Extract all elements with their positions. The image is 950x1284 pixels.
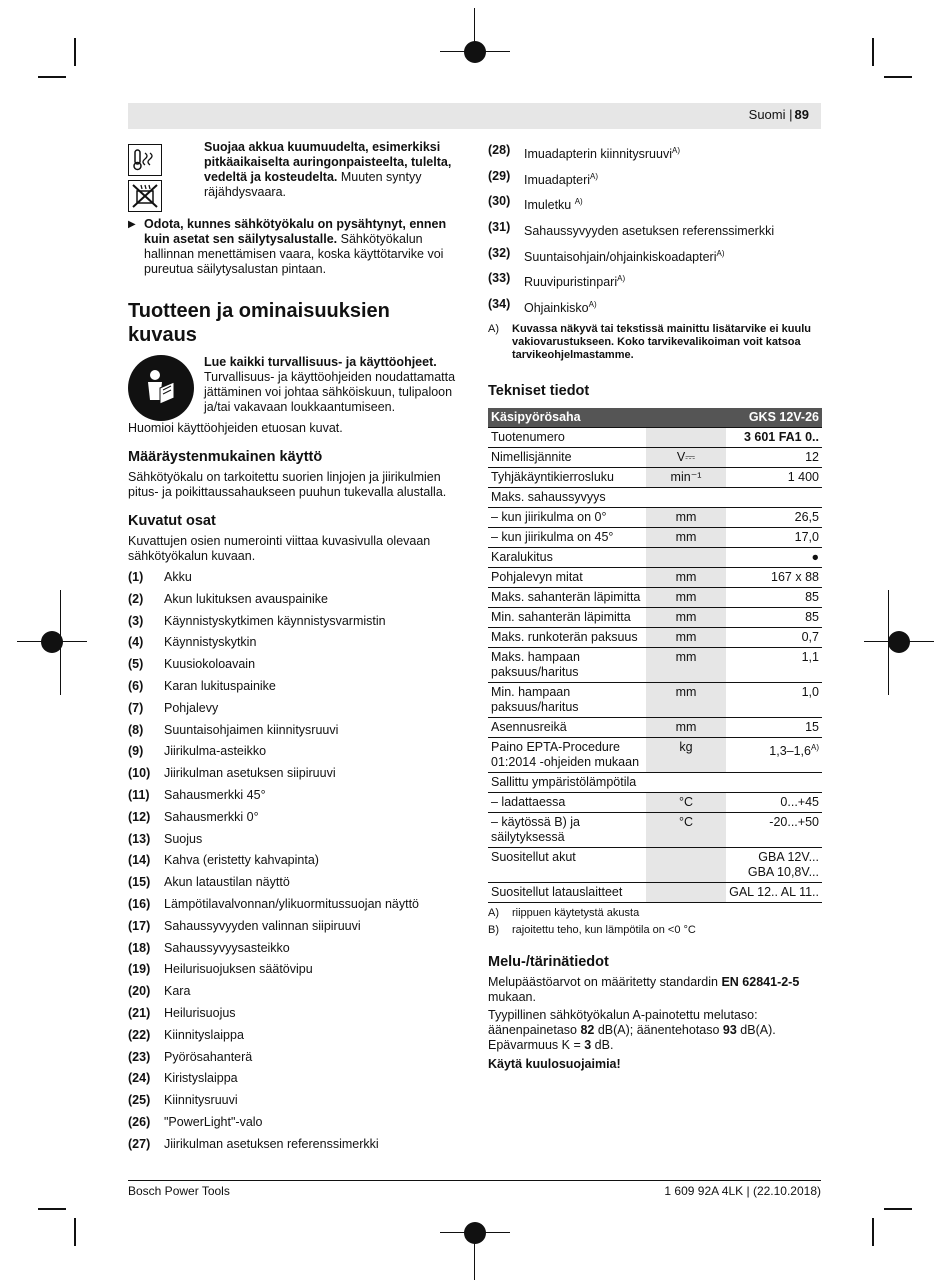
table-row bbox=[488, 812, 822, 847]
part-number: (3) bbox=[128, 613, 144, 628]
crop-mark bbox=[872, 38, 874, 66]
noise-levels-c: dB(A); äänentehotaso bbox=[594, 1022, 723, 1037]
spec-value-text: 167 x 88 bbox=[771, 569, 819, 584]
list-item bbox=[128, 984, 460, 999]
part-label: Suuntaisohjaimen kiinnitysruuvi bbox=[164, 722, 339, 737]
noise-standard-c: mukaan. bbox=[488, 989, 536, 1004]
part-number: (11) bbox=[128, 787, 150, 802]
spec-unit bbox=[646, 847, 726, 882]
table-row bbox=[488, 627, 822, 647]
spec-value-text: -20...+50 bbox=[769, 814, 819, 829]
table-footnotes bbox=[488, 907, 822, 937]
table-footnote bbox=[488, 907, 822, 920]
part-number: (15) bbox=[128, 875, 151, 890]
list-item bbox=[128, 570, 460, 585]
part-label: Akun lukituksen avauspainike bbox=[164, 591, 328, 606]
read-instructions-rest: Turvallisuus- ja käyttöohjeiden noudattamatta jättäminen voi johtaa sähköiskuun, tulipaloon ja/tai vakavaan loukkaantumiseen. bbox=[204, 370, 456, 414]
spec-label: Suositellut akut bbox=[488, 847, 646, 882]
spec-value bbox=[726, 647, 822, 682]
part-label-text: Ohjainkisko bbox=[524, 301, 589, 316]
spec-unit: min⁻¹ bbox=[646, 467, 726, 487]
spec-unit bbox=[646, 882, 726, 902]
parts-list bbox=[128, 570, 460, 1152]
spec-unit bbox=[646, 487, 726, 507]
part-label: Akku bbox=[164, 570, 192, 584]
spec-unit bbox=[646, 427, 726, 447]
table-footnote-key: A) bbox=[488, 906, 499, 919]
part-number: (4) bbox=[128, 635, 144, 650]
hearing-protection-warning bbox=[488, 1057, 822, 1072]
part-number: (19) bbox=[128, 962, 151, 977]
tech-head-unit bbox=[646, 408, 726, 428]
spec-value bbox=[726, 847, 822, 882]
battery-warning bbox=[128, 140, 460, 214]
spec-value bbox=[726, 527, 822, 547]
spec-value-text: GBA 12V... GBA 10,8V... bbox=[747, 849, 819, 879]
list-item bbox=[128, 635, 460, 650]
table-row bbox=[488, 547, 822, 567]
noise-levels-f: 3 bbox=[584, 1037, 592, 1052]
list-item bbox=[128, 962, 460, 977]
part-label: Jiirikulman asetuksen referenssimerkki bbox=[164, 1136, 379, 1151]
table-row bbox=[488, 792, 822, 812]
part-label-text: Sahaussyvyyden asetuksen referenssimerkki bbox=[524, 224, 775, 239]
spec-label: Nimellisjännite bbox=[488, 447, 646, 467]
list-item bbox=[128, 1071, 460, 1086]
spec-value bbox=[726, 487, 822, 507]
part-footnote-ref: A) bbox=[590, 171, 599, 181]
list-item bbox=[488, 271, 822, 290]
tech-data-table bbox=[488, 408, 822, 903]
spec-label: Min. sahanterän läpimitta bbox=[488, 607, 646, 627]
footnote-key: A) bbox=[488, 322, 499, 335]
list-item bbox=[488, 169, 822, 188]
spec-value bbox=[726, 717, 822, 737]
left-column bbox=[128, 140, 460, 1159]
spec-unit: °C bbox=[646, 812, 726, 847]
part-number: (13) bbox=[128, 831, 151, 846]
spec-label: – käytössä B) ja säilytyksessä bbox=[488, 812, 646, 847]
part-label: Heilurisuojus bbox=[164, 1005, 236, 1020]
part-number: (28) bbox=[488, 143, 511, 157]
part-number: (33) bbox=[488, 271, 511, 286]
spec-value-text: 85 bbox=[805, 609, 819, 624]
part-footnote-ref: A) bbox=[617, 274, 626, 284]
table-row bbox=[488, 717, 822, 737]
list-item bbox=[128, 1028, 460, 1043]
spec-unit: mm bbox=[646, 627, 726, 647]
part-number: (20) bbox=[128, 984, 151, 999]
spec-unit: mm bbox=[646, 647, 726, 682]
spec-unit: °C bbox=[646, 792, 726, 812]
list-item bbox=[128, 1115, 460, 1130]
part-number: (18) bbox=[128, 940, 151, 955]
part-number: (25) bbox=[128, 1093, 151, 1108]
part-label-text: Ruuvipuristinpari bbox=[524, 275, 618, 290]
spec-unit: mm bbox=[646, 682, 726, 717]
table-row bbox=[488, 507, 822, 527]
part-number: (17) bbox=[128, 918, 151, 933]
storage-warning-bold: Odota, kunnes sähkötyökalu on pysähtynyt, ennen kuin asetat sen säilytysalustalle. bbox=[144, 217, 447, 246]
list-item bbox=[128, 1050, 460, 1065]
table-row bbox=[488, 487, 822, 507]
crop-mark bbox=[474, 1240, 475, 1280]
spec-value-text: GAL 12.. AL 11.. bbox=[729, 884, 819, 899]
part-number: (12) bbox=[128, 809, 151, 824]
crop-mark bbox=[74, 1218, 76, 1246]
part-label: Suojus bbox=[164, 831, 203, 846]
part-label bbox=[524, 271, 625, 290]
table-footnote bbox=[488, 924, 822, 937]
list-item bbox=[128, 853, 460, 868]
no-water-icon bbox=[128, 180, 162, 212]
spec-unit: mm bbox=[646, 567, 726, 587]
part-number: (23) bbox=[128, 1049, 151, 1064]
crop-mark bbox=[74, 38, 76, 66]
noise-standard-b: EN 62841-2-5 bbox=[721, 974, 800, 989]
part-label: Sahaussyvyysasteikko bbox=[164, 940, 290, 955]
noise-levels-b: 82 bbox=[580, 1022, 595, 1037]
read-instructions-bold: Lue kaikki turvallisuus- ja käyttöohjeet. bbox=[204, 355, 437, 369]
part-number: (1) bbox=[128, 570, 144, 584]
tech-data-title: Tekniset tiedot bbox=[488, 382, 590, 399]
part-label: Jiirikulman asetuksen siipiruuvi bbox=[164, 766, 336, 781]
spec-label: Min. hampaan paksuus/haritus bbox=[488, 682, 646, 717]
header-language: Suomi bbox=[748, 107, 786, 122]
part-label bbox=[524, 194, 583, 213]
spec-label: Karalukitus bbox=[488, 547, 646, 567]
list-item bbox=[128, 1093, 460, 1108]
footer-doc-number: 1 609 92A 4LK | (22.10.2018) bbox=[664, 1184, 821, 1198]
registration-mark bbox=[464, 1222, 486, 1244]
tech-table-head bbox=[488, 408, 822, 428]
noise-levels-e: dB(A). Epävarmuus K = bbox=[488, 1022, 776, 1052]
part-label: "PowerLight"-valo bbox=[164, 1114, 263, 1129]
crop-mark bbox=[872, 1218, 874, 1246]
storage-warning-text bbox=[144, 217, 460, 277]
part-footnote-ref: A) bbox=[672, 146, 680, 155]
footnote-text: Kuvassa näkyvä tai tekstissä mainittu lisätarvike ei kuulu vakiovarustukseen. Koko tarvikevalikoiman voit katsoa tarvikeohjelmastamme. bbox=[512, 322, 811, 361]
header-separator: | bbox=[789, 107, 793, 122]
noise-levels bbox=[488, 1008, 822, 1053]
table-row bbox=[488, 467, 822, 487]
spec-value bbox=[726, 547, 822, 567]
spec-value-text: 17,0 bbox=[794, 529, 819, 544]
part-label: Kiinnitysruuvi bbox=[164, 1093, 238, 1108]
part-number: (27) bbox=[128, 1136, 151, 1151]
part-number: (6) bbox=[128, 678, 144, 693]
part-number: (16) bbox=[128, 896, 151, 911]
table-footnote-text: riippuen käytetystä akusta bbox=[512, 906, 640, 919]
part-number: (32) bbox=[488, 245, 511, 260]
accessory-footnote bbox=[488, 323, 822, 362]
part-label bbox=[524, 297, 597, 316]
list-item bbox=[128, 897, 460, 912]
part-label bbox=[524, 220, 774, 239]
part-label-text: Imuadapteri bbox=[524, 172, 591, 187]
list-item bbox=[128, 832, 460, 847]
spec-value-text: 1,1 bbox=[801, 649, 819, 664]
spec-value-text: 85 bbox=[805, 589, 819, 604]
spec-value bbox=[726, 772, 822, 792]
spec-value-text: 0...+45 bbox=[780, 794, 819, 809]
spec-unit: mm bbox=[646, 527, 726, 547]
part-label: Kuusiokoloavain bbox=[164, 657, 256, 672]
spec-label: Suositellut latauslaitteet bbox=[488, 882, 646, 902]
table-row bbox=[488, 882, 822, 902]
part-number: (9) bbox=[128, 744, 144, 759]
list-item bbox=[128, 723, 460, 738]
part-label: Sahausmerkki 45° bbox=[164, 787, 266, 802]
part-label: Heilurisuojuksen säätövipu bbox=[164, 962, 313, 977]
part-label bbox=[524, 246, 725, 265]
part-label: Käynnistyskytkimen käynnistysvarmistin bbox=[164, 613, 386, 628]
registration-mark bbox=[464, 41, 486, 63]
list-item bbox=[128, 592, 460, 607]
intended-use-text: Sähkötyökalu on tarkoitettu suorien linjojen ja jiirikulmien pitus- ja poikittaussahaukseen puuhun tukevalla alustalla. bbox=[128, 470, 447, 499]
part-number: (5) bbox=[128, 657, 144, 672]
spec-value-text: 1 400 bbox=[787, 469, 819, 484]
table-row bbox=[488, 682, 822, 717]
part-label: Kiinnityslaippa bbox=[164, 1027, 244, 1042]
part-footnote-ref: A) bbox=[716, 248, 725, 258]
noise-title: Melu-/tärinätiedot bbox=[488, 953, 609, 970]
part-number: (21) bbox=[128, 1005, 151, 1020]
part-footnote-ref: A) bbox=[588, 299, 597, 309]
spec-value bbox=[726, 812, 822, 847]
noise-standard bbox=[488, 975, 822, 1005]
spec-label: Asennusreikä bbox=[488, 717, 646, 737]
crop-mark bbox=[60, 590, 61, 695]
table-row bbox=[488, 567, 822, 587]
spec-unit: mm bbox=[646, 507, 726, 527]
part-label: Kiristyslaippa bbox=[164, 1071, 238, 1086]
spec-label: – kun jiirikulma on 45° bbox=[488, 527, 646, 547]
front-pages-note: Huomioi käyttöohjeiden etuosan kuvat. bbox=[128, 421, 343, 435]
read-instructions-text bbox=[204, 355, 460, 415]
spec-unit bbox=[646, 547, 726, 567]
spec-label: Tuotenumero bbox=[488, 427, 646, 447]
spec-unit: V⎓ bbox=[646, 447, 726, 467]
battery-warning-rest: Muuten syntyy räjähdysvaara. bbox=[204, 170, 422, 199]
list-item bbox=[128, 1006, 460, 1021]
spec-value-text: 15 bbox=[805, 719, 819, 734]
storage-warning-rest: Sähkötyökalun hallinnan menettämisen vaara, koska käyttötarvike voi pureutua säilytysalustan pintaan. bbox=[144, 232, 444, 276]
spec-value bbox=[726, 737, 822, 772]
table-row bbox=[488, 607, 822, 627]
thermometer-sun-icon bbox=[128, 144, 162, 176]
list-item bbox=[128, 788, 460, 803]
hearing-protection-text: Käytä kuulosuojaimia! bbox=[488, 1056, 621, 1071]
noise-standard-a: Melupäästöarvot on määritetty standardin bbox=[488, 974, 722, 989]
page-number: 89 bbox=[794, 107, 809, 122]
parts-list-continued bbox=[488, 143, 822, 316]
part-label: Jiirikulma-asteikko bbox=[164, 744, 267, 759]
part-footnote-ref: A) bbox=[574, 197, 583, 207]
crop-mark bbox=[884, 1208, 912, 1210]
section-title: Tuotteen ja ominaisuuksien kuvaus bbox=[128, 300, 390, 346]
list-item bbox=[488, 194, 822, 213]
part-label: Lämpötilavalvonnan/ylikuormitussuojan näyttö bbox=[164, 896, 420, 911]
parts-title: Kuvatut osat bbox=[128, 513, 216, 529]
part-label: Käynnistyskytkin bbox=[164, 635, 257, 650]
spec-value bbox=[726, 567, 822, 587]
spec-unit: mm bbox=[646, 607, 726, 627]
spec-label: Tyhjäkäyntikierrosluku bbox=[488, 467, 646, 487]
spec-label: Maks. hampaan paksuus/haritus bbox=[488, 647, 646, 682]
read-manual-icon bbox=[128, 355, 194, 421]
crop-mark bbox=[884, 76, 912, 78]
spec-value bbox=[726, 427, 822, 447]
part-label: Sahausmerkki 0° bbox=[164, 809, 259, 824]
table-row bbox=[488, 587, 822, 607]
part-number: (30) bbox=[488, 194, 511, 209]
part-label bbox=[524, 169, 598, 188]
list-item bbox=[488, 246, 822, 265]
spec-label: Maks. runkoterän paksuus bbox=[488, 627, 646, 647]
part-number: (29) bbox=[488, 168, 511, 183]
noise-levels-a: Tyypillinen sähkötyökalun A-painotettu melutaso: äänenpainetaso bbox=[488, 1007, 758, 1037]
noise-levels-g: dB. bbox=[591, 1037, 614, 1052]
spec-value-text: 1,3–1,6 bbox=[769, 743, 811, 758]
list-item bbox=[128, 679, 460, 694]
crop-mark bbox=[38, 1208, 66, 1210]
spec-value bbox=[726, 447, 822, 467]
table-row bbox=[488, 447, 822, 467]
part-number: (34) bbox=[488, 296, 511, 311]
list-item bbox=[128, 614, 460, 629]
spec-unit: mm bbox=[646, 587, 726, 607]
part-label: Pohjalevy bbox=[164, 700, 219, 715]
storage-warning bbox=[128, 217, 460, 277]
part-number: (31) bbox=[488, 219, 511, 234]
footer-rule bbox=[128, 1180, 821, 1181]
part-number: (22) bbox=[128, 1027, 151, 1042]
list-item bbox=[128, 766, 460, 781]
crop-mark bbox=[38, 76, 66, 78]
spec-footnote-ref: A) bbox=[811, 742, 819, 752]
spec-label: Sallittu ympäristölämpötila bbox=[488, 772, 646, 792]
list-item bbox=[488, 220, 822, 239]
read-instructions bbox=[128, 355, 460, 421]
spec-label: Maks. sahaussyvyys bbox=[488, 487, 646, 507]
battery-warning-text bbox=[204, 140, 460, 200]
spec-value bbox=[726, 467, 822, 487]
spec-label: – kun jiirikulma on 0° bbox=[488, 507, 646, 527]
spec-value-text: ● bbox=[811, 549, 819, 564]
registration-mark bbox=[888, 631, 910, 653]
page-header-text bbox=[749, 107, 809, 122]
list-item bbox=[488, 297, 822, 316]
spec-label: Pohjalevyn mitat bbox=[488, 567, 646, 587]
table-footnote-key: B) bbox=[488, 923, 499, 936]
crop-mark bbox=[888, 590, 889, 695]
right-column bbox=[488, 143, 822, 1072]
spec-value-text: 3 601 FA1 0.. bbox=[743, 429, 819, 444]
table-row bbox=[488, 772, 822, 792]
spec-label: Paino EPTA-Procedure 01:2014 -ohjeiden mukaan bbox=[488, 737, 646, 772]
part-label-text: Imuletku bbox=[524, 198, 575, 213]
part-number: (8) bbox=[128, 722, 144, 737]
spec-unit: mm bbox=[646, 717, 726, 737]
spec-value bbox=[726, 792, 822, 812]
list-item bbox=[128, 941, 460, 956]
spec-value-text: 12 bbox=[805, 449, 819, 464]
part-label: Akun lataustilan näyttö bbox=[164, 875, 290, 890]
part-label: Pyörösahanterä bbox=[164, 1049, 253, 1064]
footer-brand: Bosch Power Tools bbox=[128, 1184, 230, 1198]
list-item bbox=[128, 657, 460, 672]
parts-intro: Kuvattujen osien numerointi viittaa kuvasivulla olevaan sähkötyökalun kuvaan. bbox=[128, 534, 431, 563]
part-label: Kara bbox=[164, 984, 191, 999]
part-number: (7) bbox=[128, 700, 144, 715]
spec-value bbox=[726, 507, 822, 527]
table-row bbox=[488, 647, 822, 682]
list-item bbox=[128, 875, 460, 890]
spec-label: – ladattaessa bbox=[488, 792, 646, 812]
part-label: Karan lukituspainike bbox=[164, 678, 276, 693]
table-row bbox=[488, 737, 822, 772]
spec-value bbox=[726, 627, 822, 647]
part-label-text: Suuntaisohjain/ohjainkiskoadapteri bbox=[524, 249, 717, 264]
list-item bbox=[488, 143, 822, 162]
spec-value bbox=[726, 607, 822, 627]
list-item bbox=[128, 810, 460, 825]
spec-value bbox=[726, 682, 822, 717]
spec-value-text: 26,5 bbox=[794, 509, 819, 524]
part-label bbox=[524, 143, 680, 162]
part-number: (14) bbox=[128, 853, 151, 868]
spec-unit bbox=[646, 772, 726, 792]
table-row bbox=[488, 847, 822, 882]
spec-value-text: 0,7 bbox=[801, 629, 819, 644]
table-footnote-text: rajoitettu teho, kun lämpötila on <0 °C bbox=[512, 923, 696, 936]
spec-value bbox=[726, 587, 822, 607]
spec-value-text: 1,0 bbox=[801, 684, 819, 699]
part-number: (24) bbox=[128, 1071, 151, 1086]
spec-value bbox=[726, 882, 822, 902]
noise-levels-d: 93 bbox=[722, 1022, 737, 1037]
tech-head-model: GKS 12V-26 bbox=[726, 408, 822, 428]
battery-warning-bold: Suojaa akkua kuumuudelta, esimerkiksi pitkäaikaiselta auringonpaisteelta, tulelta, vedeltä ja kosteudelta. bbox=[204, 140, 452, 184]
part-label-text: Imuadapterin kiinnitysruuvi bbox=[524, 147, 672, 162]
spec-label: Maks. sahanterän läpimitta bbox=[488, 587, 646, 607]
part-number: (2) bbox=[128, 591, 144, 606]
page-header bbox=[128, 103, 821, 129]
table-row bbox=[488, 527, 822, 547]
part-number: (26) bbox=[128, 1114, 151, 1129]
warning-icons bbox=[128, 144, 164, 216]
part-label: Sahaussyvyyden valinnan siipiruuvi bbox=[164, 918, 361, 933]
spec-unit: kg bbox=[646, 737, 726, 772]
part-number: (10) bbox=[128, 766, 151, 781]
crop-mark bbox=[474, 8, 475, 48]
intended-use-title: Määräystenmukainen käyttö bbox=[128, 449, 323, 465]
part-label: Kahva (eristetty kahvapinta) bbox=[164, 853, 319, 868]
list-item bbox=[128, 1137, 460, 1152]
table-row bbox=[488, 427, 822, 447]
list-item bbox=[128, 919, 460, 934]
tech-head-label: Käsipyörösaha bbox=[488, 408, 646, 428]
list-item bbox=[128, 701, 460, 716]
list-item bbox=[128, 744, 460, 759]
